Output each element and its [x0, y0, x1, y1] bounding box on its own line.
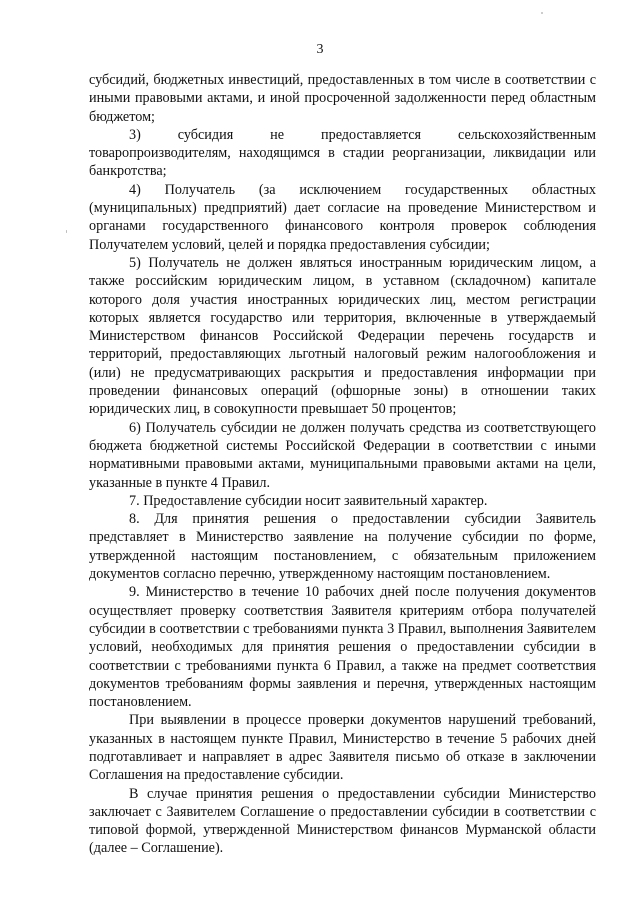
paragraph-agreement: В случае принятия решения о предоставлении субсидии Министерство заключает с Заявителем Соглашение о предоставлении субсидии в соответствии с типовой формой, утвержденной Министерством финансов Мурманской области (далее – Соглашение).	[89, 785, 596, 857]
scan-speck	[541, 12, 543, 14]
document-body	[89, 71, 596, 858]
paragraph-violations: При выявлении в процессе проверки документов нарушений требований, указанных в настоящем пункте Правил, Министерство в течение 5 рабочих дней подготавливает и направляет в адрес Заявителя письмо об отказе в заключении Соглашения на предоставление субсидии.	[89, 712, 596, 784]
paragraph-clause-9: 9. Министерство в течение 10 рабочих дней после получения документов осуществляет проверку соответствия Заявителя критериям отбора получателей субсидии в соответствии с требованиями пункта 3 Правил, выполнения Заявителем условий, необходимых для принятия решения о предоставлении субсидии в соответствии с требованиями пункта 6 Правил, а также на предмет соответствия документов требованиям формы заявления и перечня, утвержденных настоящим постановлением.	[89, 584, 596, 711]
paragraph-clause-7: 7. Предоставление субсидии носит заявительный характер.	[129, 492, 488, 509]
paragraph-item-4: 4) Получатель (за исключением государственных областных (муниципальных) предприятий) дает согласие на проведение Министерством и органами государственного финансового контроля проверок соблюдения Получателем условий, целей и порядка предоставления субсидии;	[89, 181, 596, 253]
paragraph-item-3: 3) субсидия не предоставляется сельскохозяйственным товаропроизводителям, находящимся в стадии реорганизации, ликвидации или банкротства;	[89, 126, 596, 180]
paragraph-item-6: 6) Получатель субсидии не должен получать средства из соответствующего бюджета бюджетной системы Российской Федерации в соответствии с иными нормативными правовыми актами, муниципальными правовыми актами на цели, указанные в пункте 4 Правил.	[89, 419, 596, 491]
paragraph-item-5: 5) Получатель не должен являться иностранным юридическим лицом, а также российским юридическим лицом, в уставном (складочном) капитале которого доля участия иностранных юридических лиц, местом регистрации которых является государство или территория, включенные в утверждаемый Министерством финансов Российской Федерации перечень государств и территорий, предоставляющих льготный налоговый режим налогообложения и (или) не предусматривающих раскрытия и предоставления информации при проведении финансовых операций (офшорные зоны) в отношении таких юридических лиц, в совокупности превышает 50 процентов;	[89, 254, 596, 418]
scan-speck	[66, 230, 67, 233]
paragraph-clause-8: 8. Для принятия решения о предоставлении субсидии Заявитель представляет в Министерство заявление на получение субсидии по форме, утвержденной настоящим постановлением, с обязательным приложением документов согласно перечню, утвержденному настоящим постановлением.	[89, 511, 596, 583]
page-number: 3	[316, 42, 324, 57]
paragraph-continuation: субсидий, бюджетных инвестиций, предоставленных в том числе в соответствии с иными правовыми актами, и иной просроченной задолженности перед областным бюджетом;	[89, 72, 596, 125]
